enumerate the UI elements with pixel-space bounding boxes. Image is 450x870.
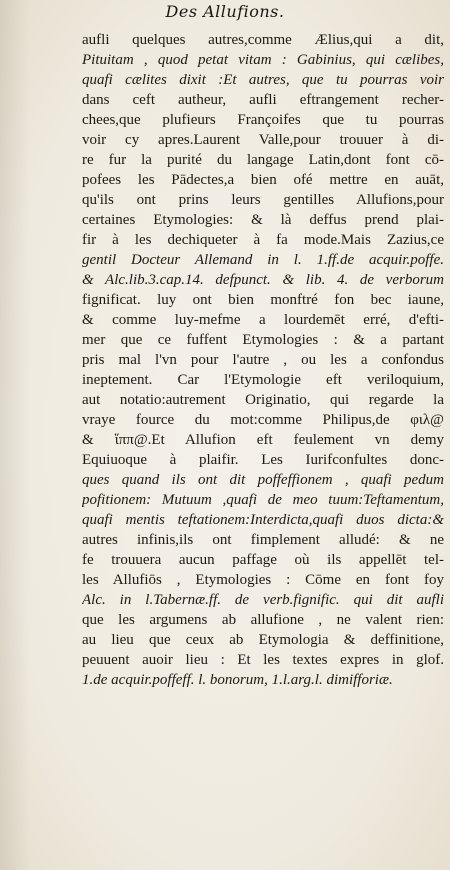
text-line: ineptement. Car l'Etymologie eft veriloquium, bbox=[82, 372, 444, 388]
text-line: quafi mentis teftationem:Interdicta,quafi duos dicta:& bbox=[82, 512, 444, 528]
text-line: & comme luy-mefme a lourdemēt erré, d'efti- bbox=[82, 312, 444, 328]
text-line: gentil Docteur Allemand in l. 1.ff.de acquir.poffe. bbox=[82, 252, 444, 268]
text-line: Pituitam , quod petat vitam : Gabinius, qui cælibes, bbox=[82, 52, 444, 68]
text-line: certaines Etymologies: & là deffus prend plai- bbox=[82, 212, 444, 228]
text-line: & ἵππ@.Et Allufion eft feulement vn demy bbox=[82, 432, 444, 448]
text-line: & Alc.lib.3.cap.14. defpunct. & lib. 4. de verborum bbox=[82, 272, 444, 288]
text-line: vraye fource du mot:comme Philipus,de φιλ@ bbox=[82, 412, 444, 428]
text-line: Alc. in l.Tabernæ.ff. de verb.fignific. qui dit aufli bbox=[82, 592, 444, 608]
text-line: quafi cælites dixit :Et autres, que tu pourras voir bbox=[82, 72, 444, 88]
text-line: autres infinis,ils ont fimplement alludé: & ne bbox=[82, 532, 444, 548]
text-line: dans ceft autheur, aufli eftrangement recher- bbox=[82, 92, 444, 108]
body-text bbox=[82, 30, 444, 690]
text-line: mer que ce fuffent Etymologies : & a partant bbox=[82, 332, 444, 348]
text-line: pris mal l'vn pour l'autre , ou les a confondus bbox=[82, 352, 444, 368]
text-line: pofees les Pādectes,a bien ofé mettre en auāt, bbox=[82, 172, 444, 188]
text-line: voir cy apres.Laurent Valle,pour trouuer à di- bbox=[82, 132, 444, 148]
text-line: fignificat. luy ont bien monftré fon bec iaune, bbox=[82, 292, 444, 308]
text-line: Equiuoque à plaifir. Les Iurifconfultes donc- bbox=[82, 452, 444, 468]
text-line: les Allufiōs , Etymologies : Cōme en font foy bbox=[82, 572, 444, 588]
text-line: qu'ils ont prins leurs gentilles Allufions,pour bbox=[82, 192, 444, 208]
text-line: re fur la purité du langage Latin,dont font cō- bbox=[82, 152, 444, 168]
running-head: Des Allufions. bbox=[165, 2, 285, 21]
page-fold-shadow bbox=[0, 0, 30, 870]
text-line: aufli quelques autres,comme Ælius,qui a dit, bbox=[82, 32, 444, 48]
text-line: aut notatio:autrement Originatio, qui regarde la bbox=[82, 392, 444, 408]
text-line: au lieu que ceux ab Etymologia & deffinitione, bbox=[82, 632, 444, 648]
text-line: fir à les dechiqueter à fa mode.Mais Zazius,ce bbox=[82, 232, 444, 248]
text-line: peuuent auoir lieu : Et les textes expres in glof. bbox=[82, 652, 444, 668]
text-line: que les argumens ab allufione , ne valent rien: bbox=[82, 612, 444, 628]
text-line: fe trouuera aucun paffage où ils appellēt tel- bbox=[82, 552, 444, 568]
text-line: 1.de acquir.poffeff. l. bonorum, 1.l.arg.l. dimifforiæ. bbox=[82, 672, 393, 688]
text-line: chees,que plufieurs Françoifes que tu pourras bbox=[82, 112, 444, 128]
text-line: pofitionem: Mutuum ,quafi de meo tuum:Teftamentum, bbox=[82, 492, 444, 508]
text-line: ques quand ils ont dit poffeffionem , quafi pedum bbox=[82, 472, 444, 488]
